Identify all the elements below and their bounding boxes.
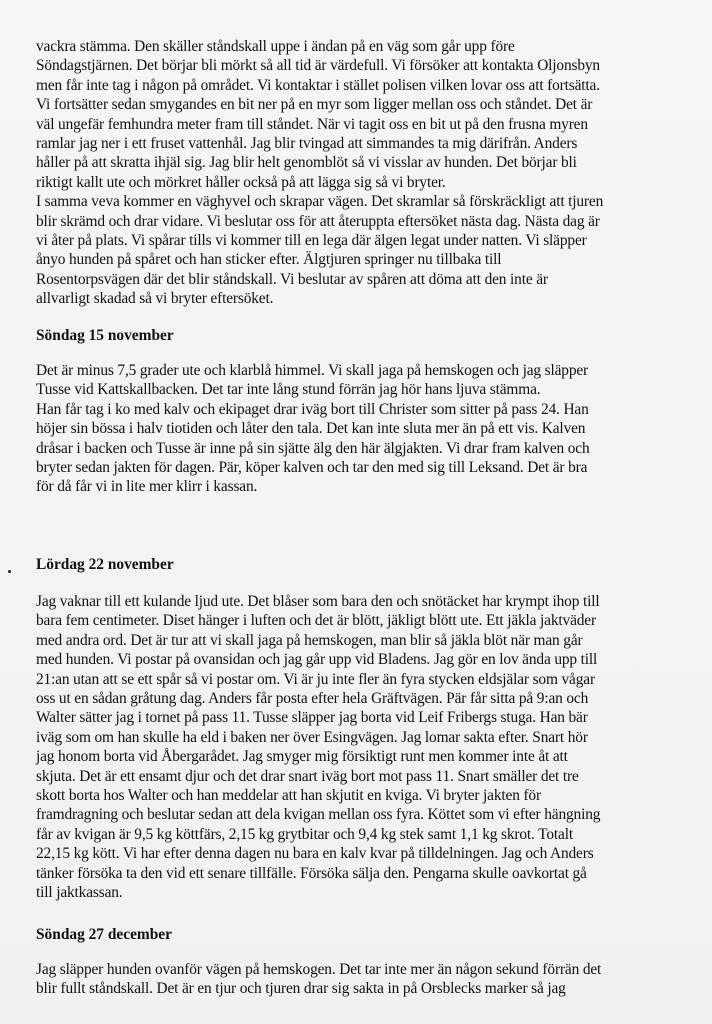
text-line: skjuta. Det är ett ensamt djur och det drar snart iväg bort mot pass 11. Snart smäller det tre bbox=[36, 767, 579, 785]
text-line: blir fullt ståndskall. Det är en tjur och tjuren drar sig sakta in på Orsblecks marker så jag bbox=[36, 980, 566, 998]
text-line: Rosentorpsvägen där det blir ståndskall. Vi beslutar av spåren att döma att den inte är bbox=[36, 270, 548, 288]
section-heading: Lördag 22 november bbox=[36, 556, 174, 573]
text-line: Jag vaknar till ett kulande ljud ute. Det blåser som bara den och snötäcket har krympt ihop till bbox=[36, 593, 600, 610]
text-line: bara fem centimeter. Diset hänger i luften och det är blött, jäkligt blött ute. Ett jäkla jaktväder bbox=[36, 612, 596, 630]
text-line: Det är minus 7,5 grader ute och klarblå himmel. Vi skall jaga på hemskogen och jag släpper bbox=[36, 362, 589, 379]
text-line: Söndagstjärnen. Det börjar bli mörkt så all tid är värdefull. Vi försöker att kontakta Oljonsbyn bbox=[36, 57, 600, 75]
text-line: skott borta hos Walter och han meddelar att han skjutit en kviga. Vi bryter jakten för bbox=[36, 787, 541, 805]
text-line: men får inte tag i någon på området. Vi kontaktar i stället polisen vilken lovar oss att fortsätta. bbox=[36, 76, 600, 94]
text-line: oss ut en sådan gråtung dag. Anders får posta efter hela Gräftvägen. Pär får sitta på 9:an och bbox=[36, 690, 589, 708]
text-line: blir skrämd och drar vidare. Vi beslutar oss för att återuppta eftersöket nästa dag. Nästa dag är bbox=[36, 212, 600, 230]
paragraph-3 bbox=[36, 592, 688, 903]
text-line: håller på att skratta ihjäl sig. Jag blir helt genomblöt så vi visslar av hunden. Det börjar bli bbox=[36, 154, 577, 172]
text-line: vackra stämma. Den skäller ståndskall uppe i ändan på en väg som går upp före bbox=[36, 38, 515, 55]
text-line: Vi fortsätter sedan smygandes en bit ner på en myr som ligger mellan oss och ståndet. Det är bbox=[36, 96, 593, 114]
paragraph-4 bbox=[36, 960, 688, 999]
text-line: iväg som om han skulle ha eld i baken ner över Esingvägen. Jag lomar sakta efter. Snart hör bbox=[36, 728, 588, 746]
text-line: Walter sätter jag i tornet på pass 11. Tusse släpper jag borta vid Leif Fribergs stuga. Han bär bbox=[36, 709, 588, 727]
text-line: till jaktkassan. bbox=[36, 884, 123, 902]
text-line: jag honom borta vid Åbergarådet. Jag smyger mig försiktigt runt men kommer inte åt att bbox=[36, 748, 568, 766]
text-line: ramlar jag ner i ett fruset vattenhål. Jag blir tvingad att simmandes ta mig därifrån. Anders bbox=[36, 135, 578, 153]
text-line: 21:an utan att se ett spår så vi postar om. Vi är ju inte fler än fyra stycken eldsjälar som vågar bbox=[36, 670, 595, 688]
scan-speck bbox=[8, 570, 11, 573]
text-line: allvarligt skadad så vi bryter eftersöket. bbox=[36, 290, 274, 308]
paragraph-2 bbox=[36, 361, 688, 497]
text-line: bryter sedan jakten för dagen. Pär, köper kalven och tar den med sig till Leksand. Det är bra bbox=[36, 459, 588, 477]
text-line: Tusse vid Kattskallbacken. Det tar inte lång stund förrän jag hör hans ljuva stämma. bbox=[36, 381, 541, 399]
text-line: ånyo hunden på spåret och han sticker efter. Älgtjuren springer nu tillbaka till bbox=[36, 251, 502, 269]
text-line: tänker försöka ta den vid ett senare tillfälle. Försöka sälja den. Pengarna skulle oavkortat gå bbox=[36, 864, 587, 882]
text-line: med andra ord. Det är tur att vi skall jaga på hemskogen, man blir så jäkla blöt när man går bbox=[36, 631, 583, 649]
text-line: I samma veva kommer en väghyvel och skrapar vägen. Det skramlar så förskräckligt att tjuren bbox=[36, 193, 604, 211]
text-line: får av kvigan är 9,5 kg köttfärs, 2,15 kg grytbitar och 9,4 kg stek samt 1,1 kg skrot. Totalt bbox=[36, 825, 573, 843]
text-line: för då får vi in lite mer klirr i kassan. bbox=[36, 478, 258, 496]
text-line: Jag släpper hunden ovanför vägen på hemskogen. Det tar inte mer än någon sekund förrän det bbox=[36, 961, 602, 978]
paragraph-1 bbox=[36, 37, 688, 309]
text-line: väl ungefär femhundra meter fram till ståndet. När vi tagit oss en bit ut på den frusna myren bbox=[36, 115, 588, 133]
text-line: höjer sin bössa i halv tiotiden och låter den tala. Det kan inte sluta mer än på ett vis. Kalven bbox=[36, 420, 586, 438]
text-line: dråsar i backen och Tusse är inne på sin sjätte älg den här älgjakten. Vi drar fram kalven och bbox=[36, 439, 590, 457]
text-line: framdragning och beslutar sedan att dela kvigan mellan oss fyra. Köttet som vi efter hängning bbox=[36, 806, 601, 824]
text-line: riktigt kallt ute och mörkret håller också på att lägga sig så vi bryter. bbox=[36, 173, 446, 191]
section-heading: Söndag 15 november bbox=[36, 327, 174, 344]
text-line: med hunden. Vi postar på ovansidan och jag går upp vid Bladens. Jag gör en lov ända upp till bbox=[36, 651, 598, 669]
text-line: vi åter på plats. Vi spårar tills vi kommer till en lega där älgen legat under natten. Vi släpper bbox=[36, 232, 587, 250]
text-line: Han får tag i ko med kalv och ekipaget drar iväg bort till Christer som sitter på pass 24. Han bbox=[36, 400, 589, 418]
text-line: 22,15 kg kött. Vi har efter denna dagen nu bara en kalv kvar på tilldelningen. Jag och Anders bbox=[36, 845, 594, 863]
section-heading: Söndag 27 december bbox=[36, 926, 172, 943]
